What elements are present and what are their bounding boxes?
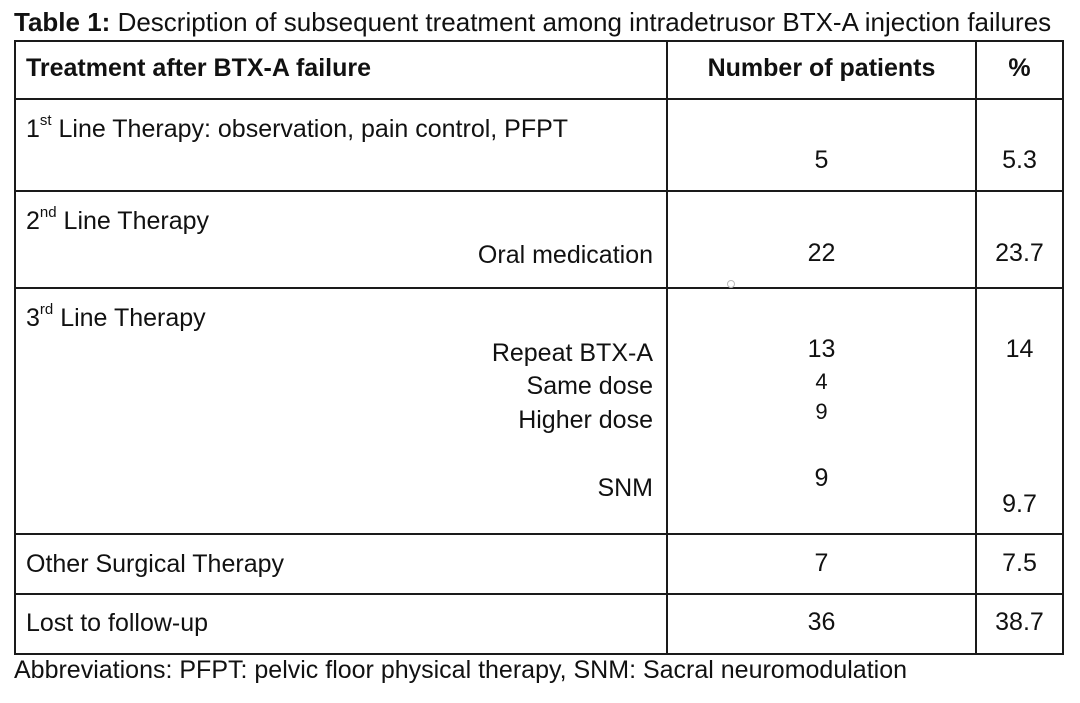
abbreviations-footnote: Abbreviations: PFPT: pelvic floor physical therapy, SNM: Sacral neuromodulation bbox=[14, 656, 908, 684]
ordinal-suffix: rd bbox=[39, 300, 54, 318]
cell-percent: 23.7 bbox=[995, 239, 1044, 267]
row-ordinal: 2 bbox=[26, 207, 40, 235]
ordinal-suffix: st bbox=[39, 111, 52, 129]
row-ordinal: 1 bbox=[26, 115, 40, 143]
row-ordinal: 3 bbox=[26, 304, 40, 332]
row-other-surgical-therapy: Other Surgical Therapy bbox=[26, 550, 284, 578]
row-label: Line Therapy bbox=[53, 304, 206, 332]
sub-item-same-dose: Same dose bbox=[526, 372, 653, 400]
row-third-line-therapy bbox=[26, 300, 206, 333]
ordinal-suffix: nd bbox=[39, 203, 57, 221]
cell-number: 9 bbox=[815, 399, 828, 424]
sub-item-repeat-btx-a: Repeat BTX-A bbox=[491, 339, 653, 367]
cell-number: 4 bbox=[815, 369, 828, 394]
row-divider bbox=[14, 533, 1064, 535]
row-label: Line Therapy bbox=[56, 207, 210, 235]
table-caption bbox=[14, 6, 1074, 38]
cell-percent: 5.3 bbox=[1002, 146, 1037, 174]
row-divider bbox=[14, 190, 1064, 192]
header-percent: % bbox=[1008, 54, 1031, 82]
sub-item-oral-medication: Oral medication bbox=[477, 241, 653, 269]
caption-text: Description of subsequent treatment among intradetrusor BTX-A injection failures bbox=[117, 7, 1052, 37]
cell-number: 9 bbox=[814, 464, 829, 492]
cell-percent: 14 bbox=[1005, 335, 1034, 363]
stray-mark bbox=[727, 280, 735, 288]
table-border-left bbox=[14, 40, 16, 655]
row-divider bbox=[14, 287, 1064, 289]
row-second-line-therapy bbox=[26, 203, 210, 236]
header-number-of-patients: Number of patients bbox=[707, 54, 936, 82]
cell-number: 22 bbox=[807, 239, 836, 267]
row-divider bbox=[14, 593, 1064, 595]
header-divider bbox=[14, 98, 1064, 100]
sub-item-snm: SNM bbox=[597, 474, 653, 502]
cell-number: 7 bbox=[814, 549, 829, 577]
row-first-line-therapy bbox=[26, 111, 569, 144]
cell-percent: 7.5 bbox=[1002, 549, 1037, 577]
cell-percent: 38.7 bbox=[995, 608, 1044, 636]
caption-label: Table 1: bbox=[14, 7, 111, 37]
table-border-right bbox=[1062, 40, 1064, 655]
cell-number: 13 bbox=[807, 335, 836, 363]
cell-percent: 9.7 bbox=[1002, 490, 1037, 518]
cell-number: 36 bbox=[807, 608, 836, 636]
cell-number: 5 bbox=[814, 146, 829, 174]
table-border-top bbox=[14, 40, 1064, 42]
row-lost-to-follow-up: Lost to follow-up bbox=[26, 609, 209, 637]
header-treatment: Treatment after BTX-A failure bbox=[26, 54, 371, 82]
treatment-table bbox=[14, 40, 1064, 655]
row-label: Line Therapy: observation, pain control, PFPT bbox=[51, 115, 569, 143]
sub-item-higher-dose: Higher dose bbox=[518, 406, 653, 434]
